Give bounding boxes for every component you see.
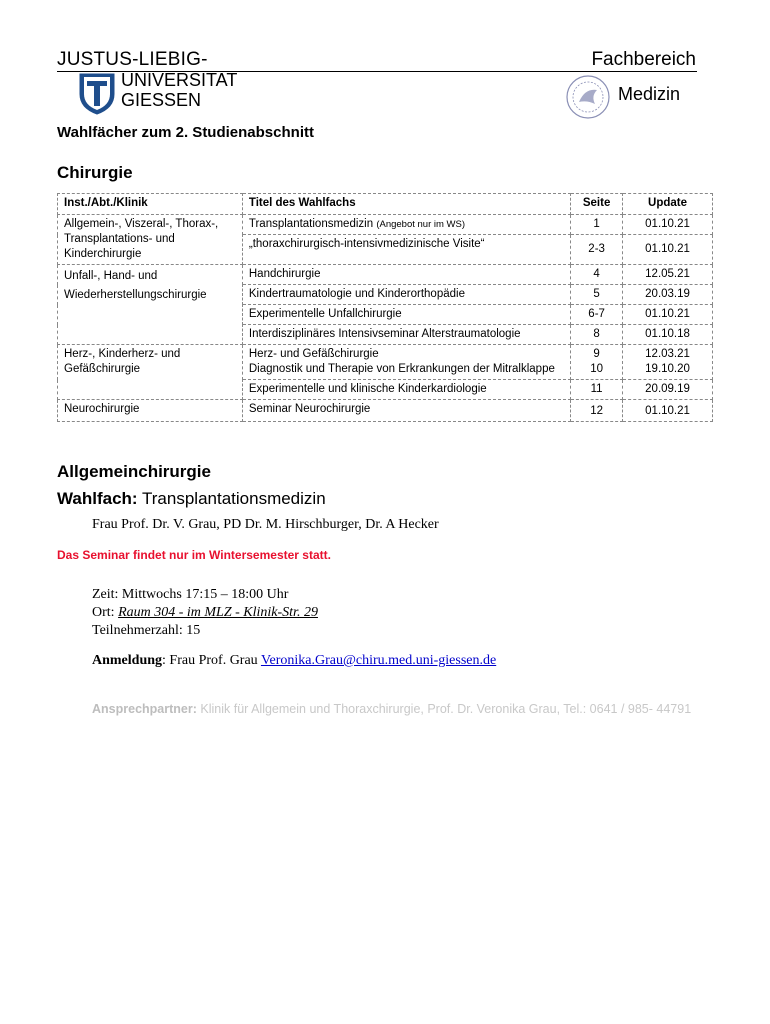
location-value: Raum 304 - im MLZ - Klinik-Str. 29 [118,605,318,620]
faculty-title: Fachbereich [591,49,696,70]
title-text: Herz- und Gefäßchirurgie [248,348,379,360]
cell-inst: Herz-, Kinderherz- und Gefäßchirurgie [58,345,243,400]
cell-seite: 1 [571,215,623,235]
table-row [58,345,713,380]
cell-update: 01.10.21 [623,400,713,422]
cell-title: Experimentelle Unfallchirurgie [242,305,570,325]
title-text: Diagnostik und Therapie von Erkrankungen der Mitralklappe [248,363,555,375]
cell-seite [571,345,623,380]
contact-label: Ansprechpartner: [92,702,197,716]
university-shield-logo [77,72,117,116]
cell-title: Handchirurgie [242,265,570,285]
seite-value: 9 [593,348,600,360]
col-header-inst: Inst./Abt./Klinik [58,194,243,215]
cell-update: 01.10.21 [623,235,713,265]
cell-update: 20.09.19 [623,380,713,400]
participants-line: Teilnehmerzahl: 15 [92,623,201,638]
cell-title [242,215,570,235]
cell-title: Experimentelle und klinische Kinderkardiologie [242,380,570,400]
time-line: Zeit: Mittwochs 17:15 – 18:00 Uhr [92,587,289,602]
table-row [58,215,713,235]
contact-info [92,701,692,717]
detail-heading: Allgemeinchirurgie [57,462,211,481]
university-name-line2: UNIVERSITAT [121,70,238,90]
registration-label: Anmeldung [92,653,163,668]
cell-update: 12.05.21 [623,265,713,285]
location-line [92,604,318,622]
table-header-row [58,194,713,215]
info-block [92,586,318,640]
update-value: 12.03.21 [645,348,690,360]
title-text: Transplantationsmedizin [248,218,374,230]
table-row [58,265,713,285]
faculty-seal-icon [565,74,611,120]
wahlfach-label: Wahlfach: [57,489,138,508]
cell-seite: 4 [571,265,623,285]
semester-notice: Das Seminar findet nur im Wintersemester statt. [57,548,331,562]
cell-title: „thoraxchirurgisch-intensivmedizinische Visite“ [242,235,570,265]
col-header-title: Titel des Wahlfachs [242,194,570,215]
seite-value: 10 [590,363,604,375]
contact-text: Klinik für Allgemein und Thoraxchirurgie, Prof. Dr. Veronika Grau, Tel.: 0641 / 985- 44791 [200,702,692,716]
university-name-line3: GIESSEN [121,90,202,110]
col-header-seite: Seite [571,194,623,215]
wahlfach-line [57,489,326,509]
electives-table [57,193,713,422]
col-header-update: Update [623,194,713,215]
faculty-subtitle: Medizin [618,84,681,104]
registration-email-link[interactable]: Veronika.Grau@chiru.med.uni-giessen.de [260,653,497,668]
cell-update: 01.10.21 [623,215,713,235]
registration-line [92,653,496,669]
cell-update: 01.10.21 [623,305,713,325]
update-value: 19.10.20 [645,363,690,375]
cell-update [623,345,713,380]
section-title: Chirurgie [57,163,133,182]
cell-seite: 6-7 [571,305,623,325]
cell-title [242,345,570,380]
cell-title: Seminar Neurochirurgie [242,400,570,422]
cell-seite: 8 [571,325,623,345]
registration-text: : Frau Prof. Grau [162,653,258,668]
cell-inst: Allgemein-, Viszeral-, Thorax-, Transplantations- und Kinderchirurgie [58,215,243,265]
wahlfach-value: Transplantationsmedizin [142,489,326,508]
page-title: Wahlfächer zum 2. Studienabschnitt [57,124,314,141]
cell-title: Kindertraumatologie und Kinderorthopädie [242,285,570,305]
cell-seite: 12 [571,400,623,422]
location-label: Ort: [92,605,115,620]
lecturers: Frau Prof. Dr. V. Grau, PD Dr. M. Hirschburger, Dr. A Hecker [92,517,439,532]
cell-inst: Neurochirurgie [58,400,243,422]
cell-inst: Unfall-, Hand- und Wiederherstellungschirurgie [58,265,243,345]
cell-title: Interdisziplinäres Intensivseminar Alterstraumatologie [242,325,570,345]
cell-seite: 11 [571,380,623,400]
cell-update: 01.10.18 [623,325,713,345]
cell-seite: 5 [571,285,623,305]
title-note: (Angebot nur im WS) [376,219,466,230]
university-name-line1: JUSTUS-LIEBIG- [57,49,208,70]
table-row [58,400,713,422]
cell-seite: 2-3 [571,235,623,265]
cell-update: 20.03.19 [623,285,713,305]
